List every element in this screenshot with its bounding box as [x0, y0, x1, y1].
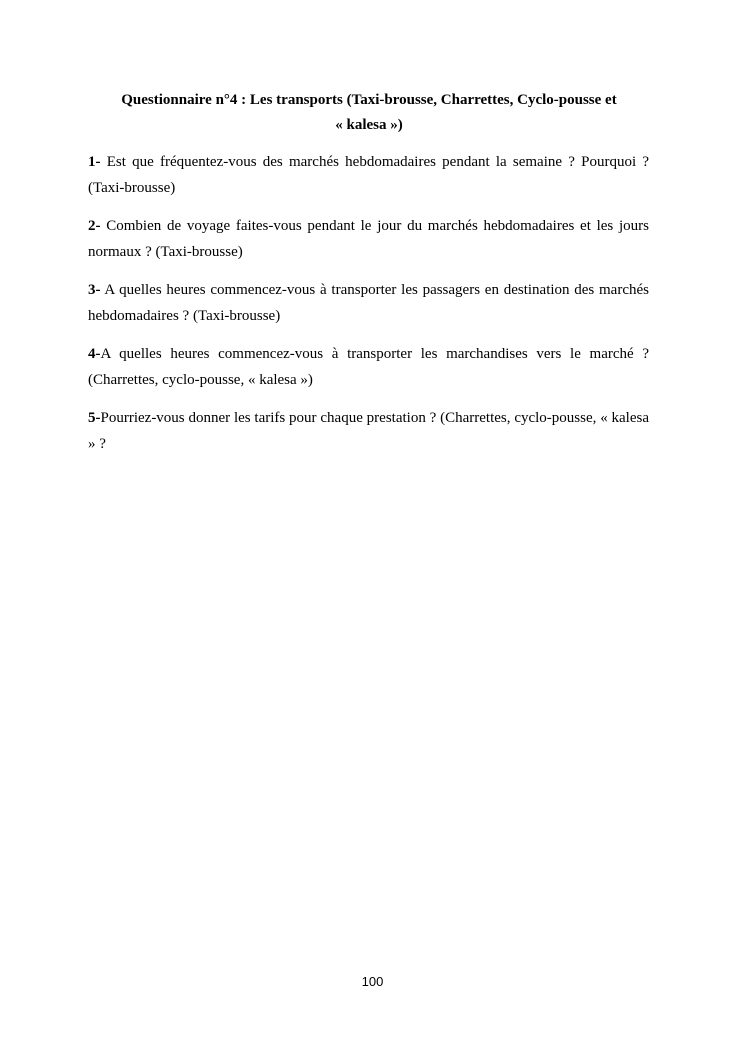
- question-text: A quelles heures commencez-vous à transporter les marchandises vers le marché ? (Charrettes, cyclo-pousse, « kalesa »): [88, 346, 649, 388]
- question-item-4: [88, 341, 649, 393]
- question-number: 2-: [88, 218, 101, 234]
- question-number: 5-: [88, 410, 101, 426]
- question-item-3: [88, 277, 649, 329]
- question-item-1: [88, 149, 649, 201]
- page-number: 100: [361, 974, 384, 989]
- question-text: Combien de voyage faites-vous pendant le jour du marchés hebdomadaires et les jours normaux ? (Taxi-brousse): [88, 218, 649, 260]
- question-text: A quelles heures commencez-vous à transporter les passagers en destination des marchés hebdomadaires ? (Taxi-brousse): [88, 282, 649, 324]
- title-line-2: « kalesa »): [335, 117, 403, 133]
- question-number: 4-: [88, 346, 101, 362]
- question-item-2: [88, 213, 649, 265]
- question-item-5: [88, 405, 649, 457]
- question-text: Est que fréquentez-vous des marchés hebdomadaires pendant la semaine ? Pourquoi ? (Taxi-brousse): [88, 154, 649, 196]
- title-line-1: Questionnaire n°4 : Les transports (Taxi-brousse, Charrettes, Cyclo-pousse et: [121, 92, 617, 108]
- question-list: [88, 149, 649, 469]
- question-text: Pourriez-vous donner les tarifs pour chaque prestation ? (Charrettes, cyclo-pousse, « kalesa » ?: [88, 410, 649, 452]
- question-number: 3-: [88, 282, 101, 298]
- page-title: [88, 88, 650, 138]
- question-number: 1-: [88, 154, 101, 170]
